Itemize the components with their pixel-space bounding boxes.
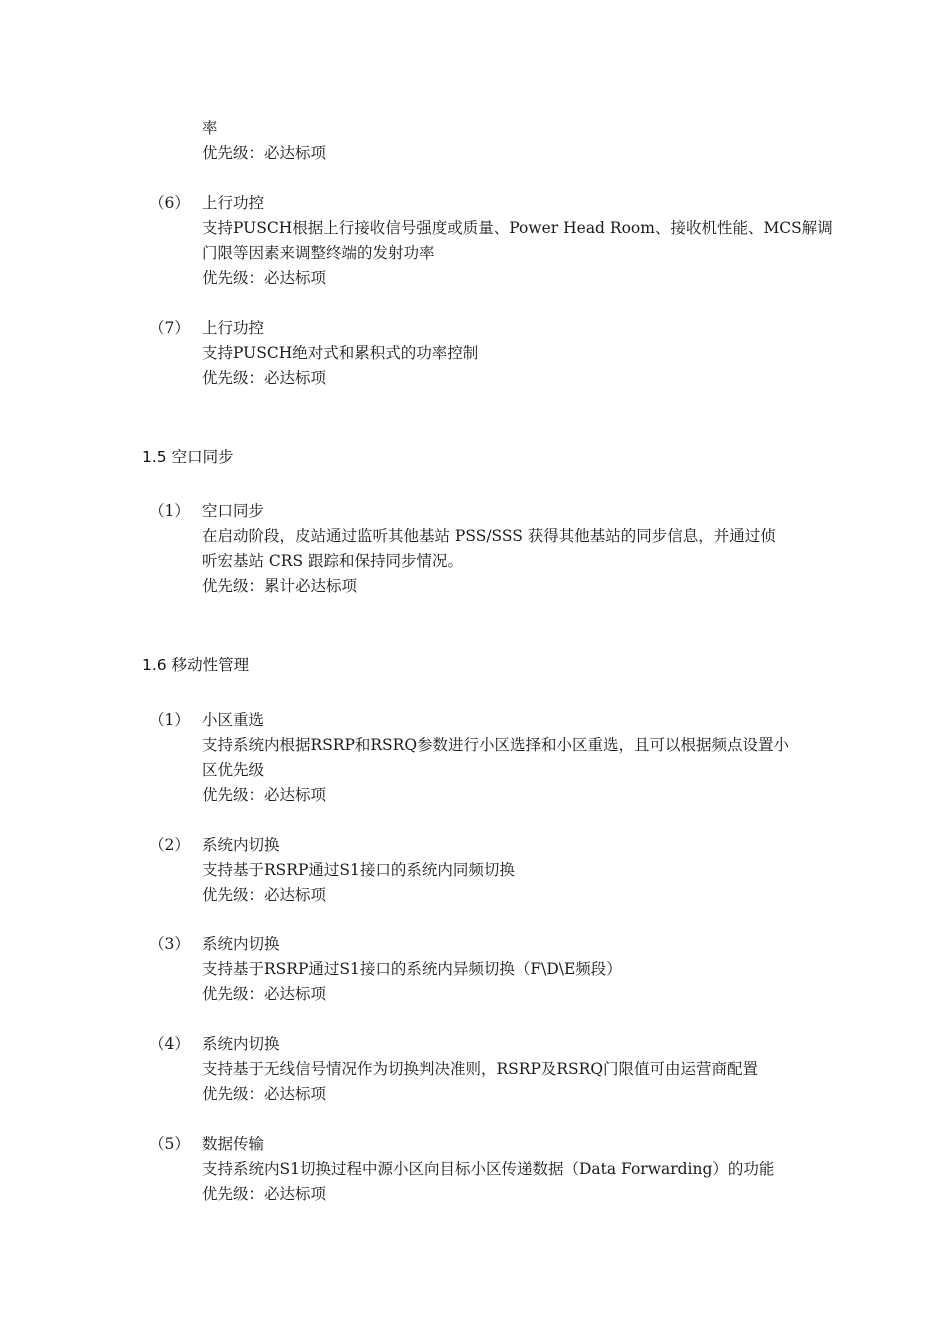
priority-line: 优先级：必达标项 bbox=[202, 985, 327, 1003]
item-description: 支持基于无线信号情况作为切换判决准则，RSRP及RSRQ门限值可由运营商配置 bbox=[202, 1060, 759, 1078]
priority-line: 优先级：必达标项 bbox=[202, 144, 327, 162]
item-description: 支持PUSCH根据上行接收信号强度或质量、Power Head Room、接收机性能、MCS解调 bbox=[202, 219, 833, 237]
priority-line: 优先级：必达标项 bbox=[202, 269, 327, 287]
item-number: （2） bbox=[149, 836, 190, 854]
section-heading: 1.5 空口同步 bbox=[142, 448, 234, 466]
item-description: 在启动阶段，皮站通过监听其他基站 PSS/SSS 获得其他基站的同步信息，并通过侦 bbox=[202, 527, 776, 545]
priority-line: 优先级：必达标项 bbox=[202, 786, 327, 804]
priority-line: 优先级：必达标项 bbox=[202, 1185, 327, 1203]
item-title: 系统内切换 bbox=[202, 1035, 280, 1053]
priority-line: 优先级：必达标项 bbox=[202, 886, 327, 904]
item-number: （1） bbox=[149, 502, 190, 520]
priority-line: 优先级：累计必达标项 bbox=[202, 577, 358, 595]
priority-line: 优先级：必达标项 bbox=[202, 1085, 327, 1103]
item-description: 支持基于RSRP通过S1接口的系统内异频切换（F\D\E频段） bbox=[202, 960, 622, 978]
item-title: 空口同步 bbox=[202, 502, 265, 520]
item-number: （5） bbox=[149, 1135, 190, 1153]
item-number: （6） bbox=[149, 194, 190, 212]
item-description: 听宏基站 CRS 跟踪和保持同步情况。 bbox=[202, 552, 464, 570]
item-number: （7） bbox=[149, 319, 190, 337]
item-title: 系统内切换 bbox=[202, 836, 280, 854]
item-title: 系统内切换 bbox=[202, 935, 280, 953]
item-number: （3） bbox=[149, 935, 190, 953]
item-description: 支持系统内根据RSRP和RSRQ参数进行小区选择和小区重选，且可以根据频点设置小 bbox=[202, 736, 790, 754]
item-title: 小区重选 bbox=[202, 711, 265, 729]
section-heading: 1.6 移动性管理 bbox=[142, 656, 250, 674]
item-number: （1） bbox=[149, 711, 190, 729]
priority-line: 优先级：必达标项 bbox=[202, 369, 327, 387]
item-description: 支持系统内S1切换过程中源小区向目标小区传递数据（Data Forwarding）的功能 bbox=[202, 1160, 775, 1178]
item-description: 支持基于RSRP通过S1接口的系统内同频切换 bbox=[202, 861, 515, 879]
item-number: （4） bbox=[149, 1035, 190, 1053]
item-title: 上行功控 bbox=[202, 194, 265, 212]
item-description: 门限等因素来调整终端的发射功率 bbox=[202, 244, 435, 262]
continued-text: 率 bbox=[202, 119, 218, 137]
item-title: 上行功控 bbox=[202, 319, 265, 337]
item-title: 数据传输 bbox=[202, 1135, 265, 1153]
item-description: 区优先级 bbox=[202, 761, 265, 779]
item-description: 支持PUSCH绝对式和累积式的功率控制 bbox=[202, 344, 479, 362]
